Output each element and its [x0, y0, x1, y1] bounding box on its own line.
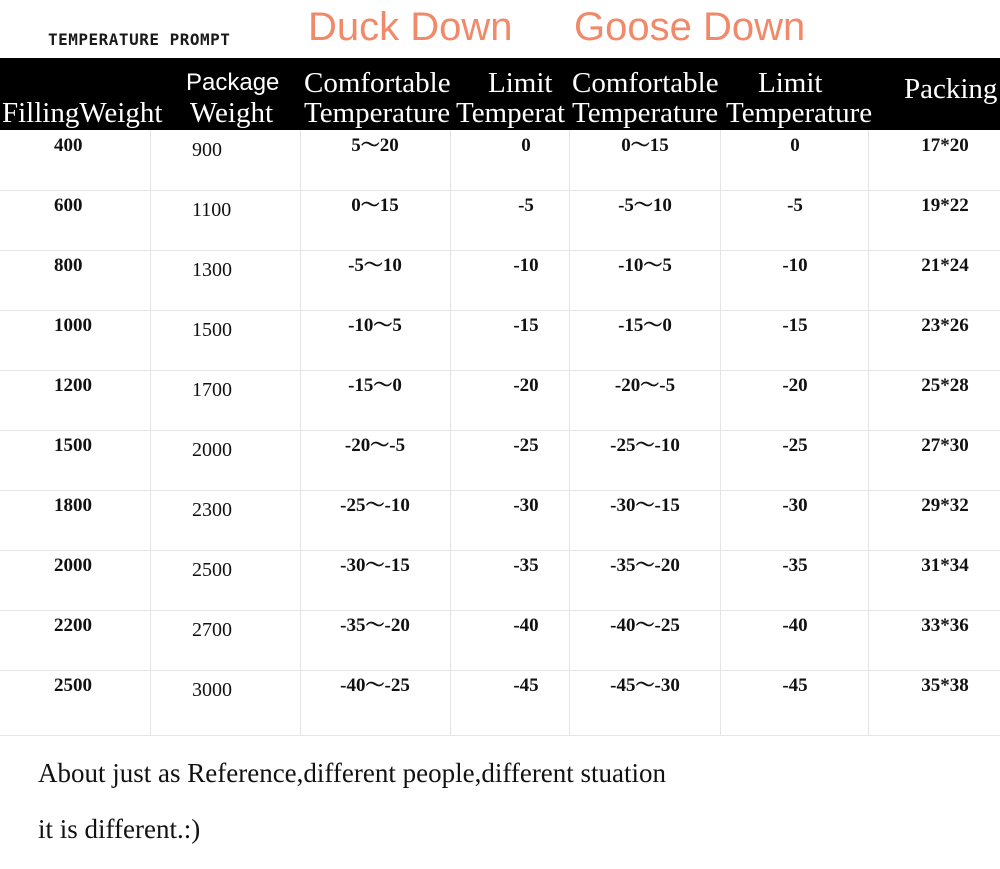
- cell-packing: 31*34: [921, 555, 969, 576]
- cell-packing: 17*20: [921, 135, 969, 156]
- header-goose-limit-line1: Limit: [758, 67, 823, 99]
- cell-filling-weight: 400: [54, 135, 83, 156]
- cell-duck-limit: -45: [513, 675, 539, 696]
- goose-down-title: Goose Down: [574, 5, 806, 49]
- cell-duck-limit: -40: [513, 615, 539, 636]
- cell-packing: 19*22: [921, 195, 969, 216]
- cell-package-weight: 2700: [192, 619, 232, 641]
- cell-duck-comfort: -5～10: [348, 255, 402, 276]
- header-duck-limit-line1: Limit: [488, 67, 553, 99]
- table-row: [0, 190, 1000, 251]
- cell-packing: 29*32: [921, 495, 969, 516]
- cell-goose-comfort: -40～-25: [610, 615, 680, 636]
- cell-package-weight: 3000: [192, 679, 232, 701]
- temperature-table: [0, 130, 1000, 735]
- header-goose-comfort: [572, 58, 724, 130]
- cell-packing: 23*26: [921, 315, 969, 336]
- cell-package-weight: 900: [192, 139, 222, 161]
- cell-duck-comfort: 5～20: [351, 135, 399, 156]
- header-duck-comfort-line2: Temperature: [304, 97, 451, 129]
- cell-goose-comfort: -30～-15: [610, 495, 680, 516]
- cell-duck-limit: -20: [513, 375, 539, 396]
- cell-duck-comfort: -15～0: [348, 375, 402, 396]
- cell-goose-comfort: -5～10: [618, 195, 672, 216]
- cell-duck-comfort: 0～15: [351, 195, 399, 216]
- cell-duck-limit: -10: [513, 255, 539, 276]
- table-row: [0, 550, 1000, 611]
- cell-packing: 27*30: [921, 435, 969, 456]
- cell-package-weight: 1500: [192, 319, 232, 341]
- cell-goose-comfort: 0～15: [621, 135, 669, 156]
- cell-goose-comfort: -45～-30: [610, 675, 680, 696]
- cell-duck-limit: -5: [518, 195, 534, 216]
- table-row: [0, 310, 1000, 371]
- header-duck-comfort: [304, 58, 456, 130]
- cell-duck-comfort: -10～5: [348, 315, 402, 336]
- header-filling-weight: [2, 58, 170, 130]
- table-row: [0, 130, 1000, 191]
- cell-goose-comfort: -15～0: [618, 315, 672, 336]
- cell-packing: 33*36: [921, 615, 969, 636]
- cell-goose-comfort: -25～-10: [610, 435, 680, 456]
- header-duck-comfort-line1: Comfortable: [304, 67, 451, 99]
- table-row: [0, 670, 1000, 736]
- cell-duck-limit: -15: [513, 315, 539, 336]
- cell-goose-limit: -25: [782, 435, 808, 456]
- cell-duck-limit: -25: [513, 435, 539, 456]
- table-row: [0, 490, 1000, 551]
- header-package-weight: [186, 58, 302, 130]
- header-goose-comfort-line1: Comfortable: [572, 67, 719, 99]
- cell-duck-limit: -30: [513, 495, 539, 516]
- header-goose-comfort-line2: Temperature: [572, 97, 719, 129]
- cell-goose-limit: -30: [782, 495, 808, 516]
- duck-down-title: Duck Down: [308, 5, 513, 49]
- cell-duck-comfort: -25～-10: [340, 495, 410, 516]
- cell-package-weight: 2000: [192, 439, 232, 461]
- cell-filling-weight: 2500: [54, 675, 92, 696]
- cell-package-weight: 1300: [192, 259, 232, 281]
- cell-goose-limit: -10: [782, 255, 808, 276]
- temperature-prompt-label: TEMPERATURE PROMPT: [48, 30, 231, 49]
- cell-goose-limit: -15: [782, 315, 808, 336]
- cell-packing: 35*38: [921, 675, 969, 696]
- header-package-line1: Package: [186, 69, 280, 96]
- cell-filling-weight: 800: [54, 255, 83, 276]
- cell-goose-limit: -5: [787, 195, 803, 216]
- cell-goose-comfort: -10～5: [618, 255, 672, 276]
- table-row: [0, 250, 1000, 311]
- table-row: [0, 610, 1000, 671]
- cell-package-weight: 2300: [192, 499, 232, 521]
- header-packing: [904, 58, 1000, 130]
- header-duck-limit-line2: Temperat: [456, 97, 566, 129]
- table-row: [0, 430, 1000, 491]
- cell-package-weight: 1700: [192, 379, 232, 401]
- cell-goose-comfort: -35～-20: [610, 555, 680, 576]
- cell-filling-weight: 1800: [54, 495, 92, 516]
- cell-goose-limit: -45: [782, 675, 808, 696]
- footnote-line-2: it is different.:): [38, 814, 201, 844]
- cell-duck-comfort: -20～-5: [344, 435, 406, 456]
- cell-filling-weight: 600: [54, 195, 83, 216]
- cell-goose-limit: 0: [790, 135, 800, 156]
- cell-duck-comfort: -35～-20: [340, 615, 410, 636]
- cell-duck-limit: 0: [521, 135, 531, 156]
- cell-packing: 25*28: [921, 375, 969, 396]
- cell-package-weight: 2500: [192, 559, 232, 581]
- cell-filling-weight: 1500: [54, 435, 92, 456]
- header-goose-limit: [726, 58, 886, 130]
- cell-duck-limit: -35: [513, 555, 539, 576]
- footnote-line-1: About just as Reference,different people,different stuation: [38, 758, 667, 788]
- table-header: [0, 58, 1000, 130]
- cell-filling-weight: 2000: [54, 555, 92, 576]
- header-duck-limit: [456, 58, 570, 130]
- cell-duck-comfort: -30～-15: [340, 555, 410, 576]
- header-filling-weight-text: FillingWeight: [2, 97, 163, 129]
- cell-filling-weight: 1000: [54, 315, 92, 336]
- cell-goose-comfort: -20～-5: [614, 375, 676, 396]
- cell-package-weight: 1100: [192, 199, 232, 221]
- cell-duck-comfort: -40～-25: [340, 675, 410, 696]
- cell-filling-weight: 2200: [54, 615, 92, 636]
- header-packing-text: Packing: [904, 73, 998, 105]
- cell-filling-weight: 1200: [54, 375, 92, 396]
- cell-goose-limit: -35: [782, 555, 808, 576]
- cell-goose-limit: -40: [782, 615, 808, 636]
- cell-goose-limit: -20: [782, 375, 808, 396]
- header-goose-limit-line2: Temperature: [726, 97, 873, 129]
- cell-packing: 21*24: [921, 255, 969, 276]
- header-package-line2: Weight: [190, 97, 274, 129]
- table-row: [0, 370, 1000, 431]
